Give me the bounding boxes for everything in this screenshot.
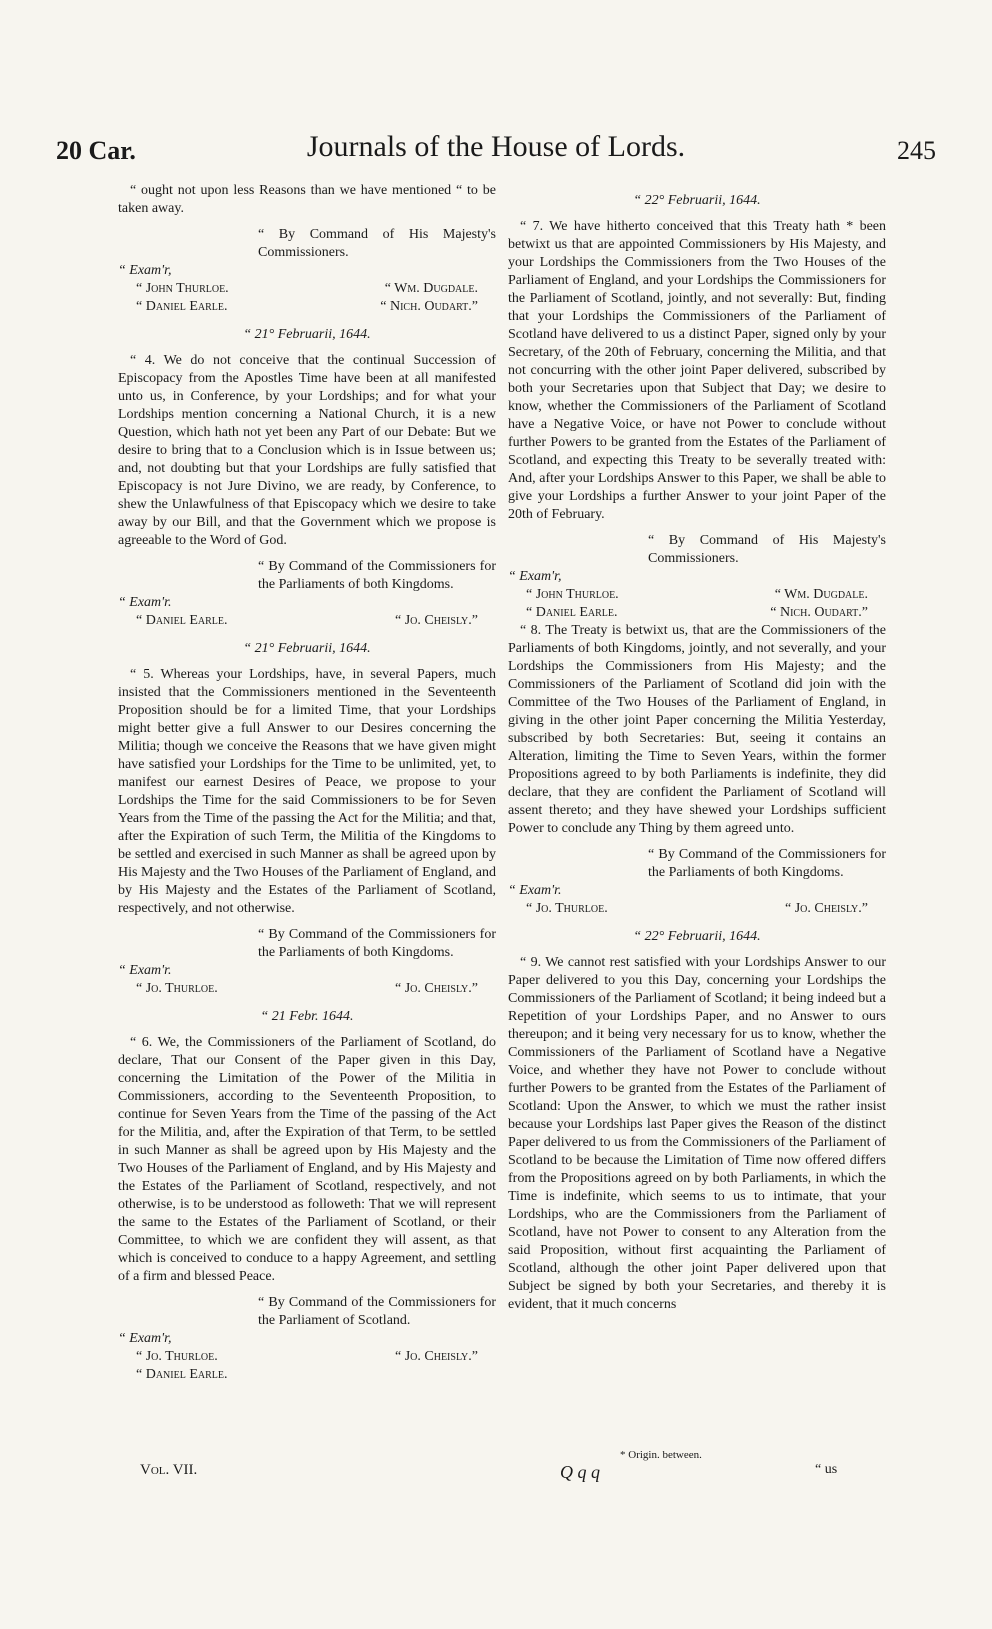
examiner-label: “ Exam'r. <box>118 963 172 978</box>
signatory-name: “ Jo. Cheisly.” <box>395 981 478 996</box>
signatory-name: “ Jo. Cheisly.” <box>395 1349 478 1364</box>
header-title: Journals of the House of Lords. <box>306 130 686 163</box>
signatory-name: “ Jo. Thurloe. <box>526 901 608 916</box>
page-header <box>56 130 936 174</box>
signature-row <box>508 604 886 622</box>
signatory-name: “ Nich. Oudart.” <box>770 605 868 620</box>
examiner-label: “ Exam'r, <box>118 1331 172 1346</box>
entry-date: “ 22° Februarii, 1644. <box>633 193 761 208</box>
left-column <box>118 182 496 1384</box>
header-regnal-year: 20 Car. <box>56 136 136 165</box>
entry-paragraph: “ 8. The Treaty is betwixt us, that are the Commissioners of the Parliaments of both Kingdoms, jointly, and not severally, and your Lordships the Commissioners from His Majesty; and the Commissioners of the Parliament of Scotland did join with the Committee of the Two Houses of the Parliament of England, in giving in the other joint Paper concerning the Militia Yesterday, subscribed by both Secretaries: But, seeing it contains an Alteration, limiting the Time to Seven Years, within the former Propositions agreed to by both Parliaments is indefinite, they did declare, that they are confident the Parliament of Scotland will assent thereto; and they have shewed your Lordships sufficient Power to conclude any Thing by them agreed unto. <box>508 623 886 836</box>
entry-date: “ 21 Febr. 1644. <box>260 1009 354 1024</box>
signatory-name: “ Jo. Cheisly.” <box>395 613 478 628</box>
entry-date: “ 21° Februarii, 1644. <box>243 641 371 656</box>
examiner-label: “ Exam'r. <box>118 595 172 610</box>
right-column <box>508 182 886 1322</box>
signatory-name: “ Wm. Dugdale. <box>774 587 868 602</box>
signature-row <box>508 900 886 918</box>
signature-command: “ By Command of His Majesty's Commissioners. <box>648 533 886 566</box>
entry-date: “ 22° Februarii, 1644. <box>633 929 761 944</box>
signature-row <box>508 586 886 604</box>
signatory-name: “ Nich. Oudart.” <box>380 299 478 314</box>
signatory-name: “ Wm. Dugdale. <box>384 281 478 296</box>
signatory-name: “ Daniel Earle. <box>136 613 228 628</box>
signature-row <box>118 1366 496 1384</box>
signatory-name: “ Daniel Earle. <box>526 605 618 620</box>
signature-row <box>118 298 496 316</box>
entry-paragraph: “ 5. Whereas your Lordships, have, in several Papers, much insisted that the Commissioners mentioned in the Seventeenth Proposition should be for a limited Time, that your Lordships might better give a full Answer to our Desires concerning the Militia; though we conceive the Reasons that we have given might have satisfied your Lordships for the Time to be unlimited, yet, to manifest our earnest Desires of Peace, we propose to your Lordships the Time for the said Commissioners to be for Seven Years from the Time of the passing the Act for the Militia; and that, after the Expiration of such Term, the Militia of the Kingdoms to be settled and exercised in such Manner as shall be agreed upon by His Majesty and the Two Houses of the Parliament of England, and by His Majesty and the Estates of the Parliament of Scotland, respectively, and not otherwise. <box>118 667 496 916</box>
signatory-name: “ Jo. Thurloe. <box>136 981 218 996</box>
signature-row <box>118 1348 496 1366</box>
examiner-label: “ Exam'r, <box>118 263 172 278</box>
signature-command: “ By Command of the Commissioners for the Parliaments of both Kingdoms. <box>648 847 886 880</box>
entry-paragraph: “ 9. We cannot rest satisfied with your Lordships Answer to our Paper delivered to you this Day, concerning your Lordships the Commissioners of the Parliament of Scotland; it being indeed but a Repetition of your Lordships Paper, and no Answer to ours thereupon; and it being very necessary for us to know, whether the Commissioners of the Parliament of Scotland have a Negative Voice, and whether they have not Power to conclude without further Powers to be granted from the Estates of the Parliament of Scotland: Upon the Answer, to which we must the rather insist because your Lordships last Paper gives the Reason of the distinct Paper delivered to us from the Commissioners of the Parliament of Scotland to be because the Limitation of Time now offered differs from the Propositions agreed on by both Parliaments, in which the Time is indefinite, which seems to us to intimate, that your Lordships, who are the Commissioners from the Parliament of Scotland, have not Power to consent to any Alteration from the said Proposition, without first acquainting the Parliament of Scotland, although the other joint Paper delivered upon that Subject be signed by both your Secretaries, and thereby it is evident, that it much concerns <box>508 955 886 1312</box>
signatory-name: “ Jo. Cheisly.” <box>785 901 868 916</box>
examiner-label: “ Exam'r, <box>508 569 562 584</box>
signatory-name: “ Jo. Thurloe. <box>136 1349 218 1364</box>
volume-label: Vol. VII. <box>140 1462 198 1478</box>
signatory-name: “ John Thurloe. <box>136 281 229 296</box>
examiner-label: “ Exam'r. <box>508 883 562 898</box>
signature-command: “ By Command of the Commissioners for the Parliament of Scotland. <box>258 1295 496 1328</box>
signatory-name: “ John Thurloe. <box>526 587 619 602</box>
signature-command: “ By Command of the Commissioners for the Parliaments of both Kingdoms. <box>258 927 496 960</box>
entry-paragraph: “ ought not upon less Reasons than we have mentioned “ to be taken away. <box>118 183 496 216</box>
footnote: * Origin. between. <box>620 1449 702 1461</box>
signatory-name: “ Daniel Earle. <box>136 299 228 314</box>
entry-date: “ 21° Februarii, 1644. <box>243 327 371 342</box>
entry-paragraph: “ 7. We have hitherto conceived that this Treaty hath * been betwixt us that are appointed Commissioners by His Majesty, and your Lordships the Commissioners from the Two Houses of the Parliament of England, and your Lordships the Commissioners for the Parliament of Scotland, jointly, and not severally: But, finding that your Lordships the Commissioners of the Parliament of Scotland have delivered to us a distinct Paper, signed only by your Secretary, of the 20th of February, concerning the Militia, and that not concurring with the other joint Paper delivered, subscribed by both your Secretaries upon that Subject that Day; we desire to know, whether the Commissioners of the Parliament of Scotland have a Negative Voice, or have not Power to conclude without further Powers to be granted from the Estates of the Parliament of Scotland, and expecting this Treaty to be severally treated with: And, after your Lordships Answer to this Paper, we shall be able to give your Lordships a further Answer to your joint Paper of the 20th of February. <box>508 219 886 522</box>
entry-paragraph: “ 6. We, the Commissioners of the Parliament of Scotland, do declare, That our Consent of the Paper given in this Day, concerning the Limitation of the Power of the Militia in Commissioners, according to the Seventeenth Proposition, to continue for Seven Years from the Time of the passing of the Act for the Militia, and, after the Expiration of that Term, to be settled in such Manner as shall be agreed upon by His Majesty and the Two Houses of the Parliament of England, and by His Majesty and the Estates of the Parliament of Scotland, respectively, and not otherwise, is to be understood as followeth: That we will represent the same to the Estates of the Parliament of Scotland, or their Committee, to which we are confident they will assent, as that which is conceived to conduce to a happy Agreement, and settling of a firm and blessed Peace. <box>118 1035 496 1284</box>
catchword: “ us <box>815 1462 838 1477</box>
signature-command: “ By Command of the Commissioners for the Parliaments of both Kingdoms. <box>258 559 496 592</box>
signatory-name: “ Daniel Earle. <box>136 1367 228 1382</box>
page-number: 245 <box>897 136 936 165</box>
signature-row <box>118 980 496 998</box>
signature-row <box>118 612 496 630</box>
signature-row <box>118 280 496 298</box>
signature-mark: Q q q <box>560 1462 600 1482</box>
signature-command: “ By Command of His Majesty's Commissioners. <box>258 227 496 260</box>
entry-paragraph: “ 4. We do not conceive that the continual Succession of Episcopacy from the Apostles Time have been at all manifested unto us, in Conference, by your Lordships; and for what your Lordships mention concerning a National Church, it is a new Question, which hath not yet been any Part of our Debate: But we desire to bring that to a Conclusion which is in Issue between us; and, not doubting but that your Lordships are fully satisfied that Episcopacy is not Jure Divino, we are ready, by Conference, to shew the Unlawfulness of that Episcopacy which we desire to take away by our Bill, and that the Government which we propose is agreeable to the Word of God. <box>118 353 496 548</box>
